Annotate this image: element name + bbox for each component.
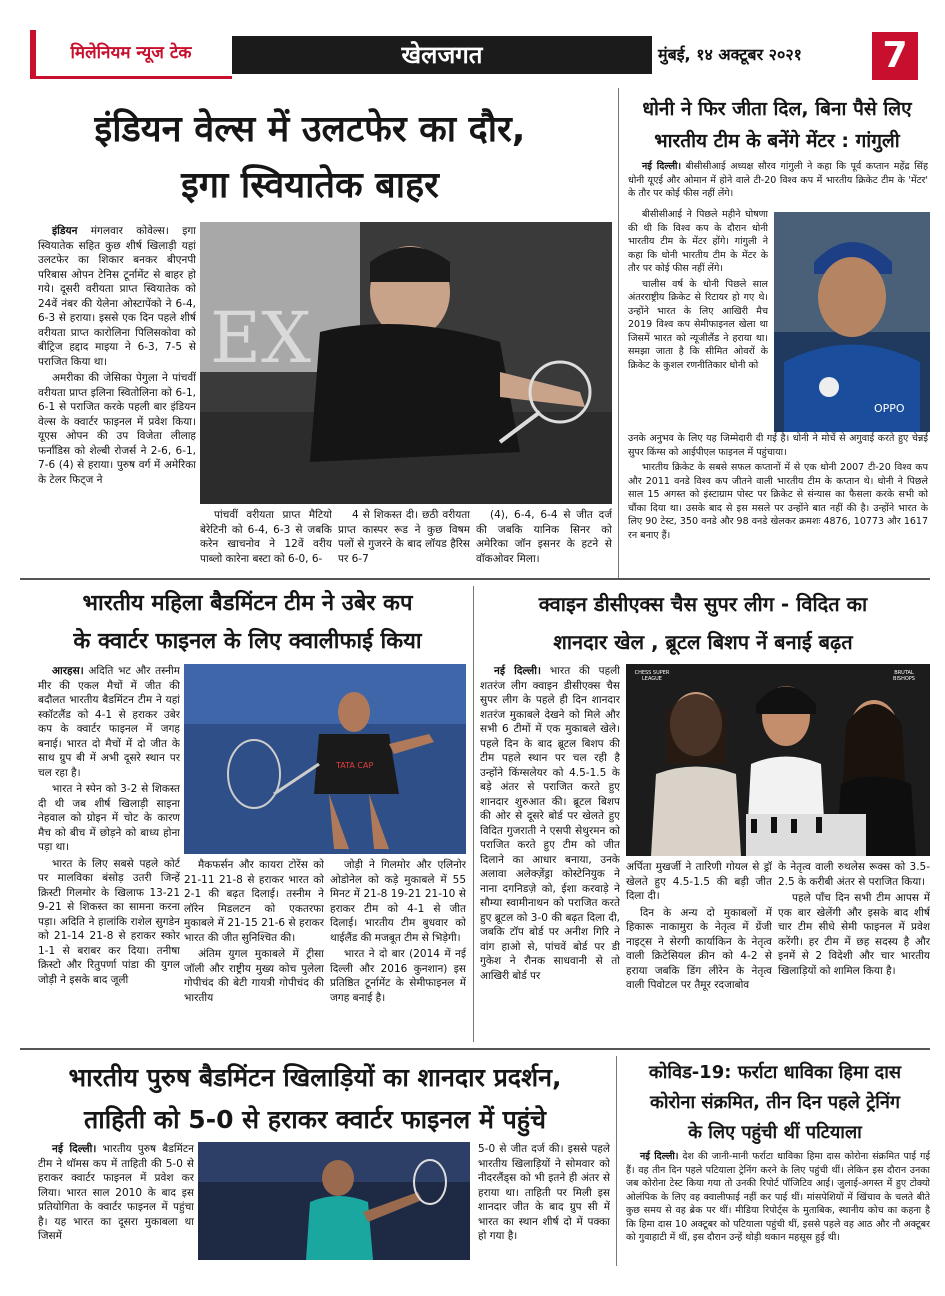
article6-headline-line2: कोरोना संक्रमित, तीन दिन पहले ट्रेनिंग — [650, 1092, 900, 1113]
tennis-player-photo — [200, 222, 612, 504]
badminton-men-photo — [198, 1142, 470, 1260]
article5-body-p1: भारतीय पुरुष बैडमिंटन टीम ने थॉमस कप में ताहिती की 5-0 से हराकर क्वार्टर फाइनल में प्रवेश कर लिया। भारत साल 2010 के बाद इस प्रतियोगिता के क्वार्टर फाइनल में पहुंचा है। यह भारत का दूसरा मुकाबला था जिसमें — [38, 1143, 194, 1242]
section-divider-1 — [20, 578, 930, 580]
svg-text:OPPO: OPPO — [874, 402, 905, 415]
issue-date: मुंबई, १४ अक्टूबर २०२१ — [658, 45, 802, 64]
article4-column3 — [778, 860, 930, 1044]
article4-column1 — [480, 664, 620, 1044]
article3-body-col2b: अंतिम युगल मुकाबले में ट्रीसा जॉली और राष्ट्रीय मुख्य कोच पुलेला गोपीचंद की बेटी गायत्री गोपीचंद की भारतीय — [184, 948, 324, 1004]
article1-column3 — [338, 508, 470, 570]
badminton-women-photo — [184, 664, 466, 854]
article1-body-col2: पांचवीं वरीयता प्राप्त मैटियो बेरेटिनी को 6-4, 6-3 से जबकि करेन खाचनोव ने 12वें वरीय पाब्लो कारेना बस्टा को 6-0, 6- — [200, 509, 332, 565]
article3-body-col2: मैकफर्सन और कायरा टोरेंस को 21-11 21-8 से हराकर भारत को 2-1 की बढ़त दिलाई। तस्नीम ने लॉरेन मिडलटन को एकतरफा मुकाबले में 21-15 21-6 से हराकर भारत की जीत सुनिश्चित की। — [184, 859, 324, 944]
column-divider — [618, 88, 619, 578]
article3-column2 — [184, 858, 324, 1042]
article5-headline-line2: ताहिती को 5-0 से हराकर क्वार्टर फाइनल में पहुंचे — [84, 1105, 546, 1134]
article2-body-c: उनके अनुभव के लिए यह जिम्मेदारी दी गई है। धोनी ने मोर्चे से अगुवाई करते हुए चेन्नई सुपर किंग्स को आईपीएल फाइनल में पहुंचाया। — [628, 433, 928, 458]
article5-headline-line1: भारतीय पुरुष बैडमिंटन खिलाड़ियों का शानदार प्रदर्शन, — [68, 1063, 562, 1092]
article5-column2 — [478, 1142, 610, 1260]
svg-text:EX: EX — [210, 297, 311, 379]
dhoni-image — [774, 212, 930, 432]
article1-body-col4: (4), 6-4, 6-4 से जीत दर्ज की जबकि यानिक सिनर को अमेरिका जॉन इसनर के हटने से वॉकओवर मिला। — [476, 509, 612, 565]
article5-dateline: नई दिल्ली। — [52, 1143, 97, 1155]
article1-column2 — [200, 508, 332, 570]
article5-column1 — [38, 1142, 194, 1260]
article4-headline-line1: क्वाइन डीसीएक्स चैस सुपर लीग - विदित का — [538, 592, 868, 616]
article2-column-c — [628, 432, 928, 572]
article1-body-p1: मंगलवार कोवेल्स। इगा स्वियातेक सहित कुछ शीर्ष खिलाड़ी यहां उलटफेर का शिकार बनकर बीएनपी परिबास ओपन टेनिस टूर्नामेंट से बाहर हो गये। दूसरी वरीयता प्राप्त स्वियातेक को 24वें नंबर की येलेना ओस्टापेंको ने 6-4, 6-3 से हराया। इससे एक दिन पहले शीर्ष वरीयता प्राप्त कारोलिना पिलिसकोवा को बीट्रिज हद्दाद माइया ने 6-3, 7-5 से पराजित किया था। — [38, 225, 196, 368]
article2-body-b: चालीस वर्ष के धोनी पिछले साल अंतरराष्ट्रीय क्रिकेट से रिटायर हो गए थे। उन्होंने भारत के लिए आखिरी मैच 2019 विश्व कप सेमीफाइनल खेला था जिसमें भारत को न्यूजीलैंड ने हराया था। समझा जाता है कि सीमित ओवरों के क्रिकेट के कुशल रणनीतिकार धोनी को — [628, 278, 768, 371]
article2-body-a: बीसीसीआई ने पिछले महीने घोषणा की थी कि विश्व कप के दौरान धोनी भारतीय टीम के मेंटर होंगे। गांगुली ने कहा कि धोनी भारतीय टीम के मेंटर के तौर पर कोई फीस नहीं लेंगे। — [628, 209, 768, 274]
article1-column4 — [476, 508, 612, 570]
badminton-women-image — [184, 664, 466, 854]
masthead — [0, 0, 945, 100]
article3-dateline: आरहस। — [52, 665, 84, 677]
section-divider-2 — [20, 1048, 930, 1050]
article6-headline-line1: कोविड-19: फर्राटा धाविका हिमा दास — [648, 1062, 902, 1083]
article5-body-col2: 5-0 से जीत दर्ज की। इससे पहले भारतीय खिलाड़ियों ने सोमवार को नीदरलैंड्स को भी इतने ही अंतर से हराया था। ताहिती पर मिली इस शानदार जीत के बाद ग्रुप सी में भारत का स्थान शीर्ष दो में पक्का हो गया है। — [478, 1143, 610, 1242]
article6-body — [626, 1150, 930, 1264]
article2-column-a — [628, 208, 768, 430]
section-title: खेलजगत — [232, 36, 652, 74]
chess-players-image — [626, 664, 930, 856]
article3-body-p2: भारत ने स्पेन को 3-2 से शिकस्त दी थी जब शीर्ष खिलाड़ी साइना नेहवाल को ग्रोइन में चोट के कारण मैच को बीच में छोड़ने को बाध्य होना पड़ा था। — [38, 783, 180, 853]
article1-headline-line2: इगा स्वियातेक बाहर — [181, 165, 439, 206]
svg-text:TATA CAP: TATA CAP — [336, 761, 374, 770]
article4-body-col2b: दिन के अन्य दो मुकाबलों में हिकारू नाकामुरा के नेतृत्व में ग्रेंजी नाइट्स ने सेरगी कार्याकिन के नेतृत्व वाली क्रिटेसियल क्रीन को 4-2 से हराया जबकि डिंग लीरेन के नेतृत्व वाली पिवोटल पर तैमूर रदजाबोव — [626, 906, 772, 991]
article1-body-p2: अमरीका की जेसिका पेगुला ने पांचवीं वरीयता प्राप्त इलिना स्वितोलिना को 6-1, 6-1 से पराजित करके पहली बार इंडियन वेल्स के क्वार्टर फाइनल में प्रवेश किया। यूएस ओपन की उप विजेता लीलाह फर्नांडिस को शेल्बी रोजर्स ने 2-6, 6-1, 7-6 (4) से हराया। पुरुष वर्ग में अमेरिका के टेलर फिट्ज ने — [38, 372, 196, 486]
article2-intro-text: बीसीसीआई अध्यक्ष सौरव गांगुली ने कहा कि पूर्व कप्तान महेंद्र सिंह धोनी यूएई और ओमान में होने वाले टी-20 विश्व कप में भारतीय क्रिकेट टीम के 'मेंटर' के तौर पर कोई फीस नहीं लेंगे। — [628, 161, 928, 199]
article4-body-col3: के नेतृत्व वाली रुथलेस रूक्स को 3.5-2.5 के करीबी अंतर से पराजित किया। — [778, 861, 930, 888]
article2-intro — [628, 160, 928, 206]
article2-headline-line2: भारतीय टीम के बनेंगे मेंटर : गांगुली — [654, 130, 900, 152]
brutal-bishops-logo: BRUTAL BISHOPS — [893, 670, 915, 682]
article6-headline-line3: के लिए पहुंची थीं पटियाला — [688, 1122, 862, 1143]
badminton-men-image — [198, 1142, 470, 1260]
article2-headline-line1: धोनी ने फिर जीता दिल, बिना पैसे लिए — [642, 98, 912, 120]
article3-body-col3: जोड़ी ने गिलमोर और एलिनोर ओडोनेल को कड़े मुकाबले में 55 मिनट में 21-8 19-21 21-10 से हराकर टीम को 4-1 से जीत दिलाई। भारतीय टीम बुधवार को थाईलैंड की मजबूत टीम से भिड़ेगी। — [330, 859, 466, 944]
article1-dateline: इंडियन — [52, 225, 78, 237]
article3-body-col3b: भारत ने दो बार (2014 में नई दिल्ली और 2016 कुनशान) इस प्रतिष्ठित टूर्नामेंट के सेमीफाइनल में जगह बनाई है। — [330, 948, 466, 1004]
dhoni-photo — [774, 212, 930, 432]
article1-column1 — [38, 224, 196, 569]
chess-photo — [626, 664, 930, 856]
chess-super-league-logo: CHESS SUPER LEAGUE — [634, 670, 670, 682]
article3-body-p1: अदिति भट और तस्नीम मीर की एकल मैचों में जीत की बदौलत भारतीय बैडमिंटन टीम ने यहां स्कॉटलैंड को 4-1 से हराकर उबेर कप के क्वार्टर फाइनल में जगह बनाई। भारत दो मैचों में दो जीत के साथ ग्रुप बी में अभी दूसरे स्थान पर चल रहा है। — [38, 665, 180, 779]
column-divider-2 — [473, 586, 474, 1042]
article4-body-p1: भारत की पहली शतरंज लीग क्वाइन डीसीएक्स चैस सुपर लीग के पहले ही दिन शानदार शतरंज मुकाबले देखने को मिले और सभी 6 टीमों में एक मुकाबले खेले। पहले दिन के बाद ब्रूटल बिशप की टीम पहले स्थान पर चल रही है उन्होंने किंग्सलेयर को 4.5-1.5 के बड़े अंतर से पराजित करते हुए शानदार शुरुआत की। ब्रूटल बिशप की ओर से दूसरे बोर्ड पर खेलते हुए विदित गुजराती ने एसपी सेथुरमन को पराजित करते हुए टीम को जीत दिलाने का आधार बनाया, उनके अलावा अलेक्ज़ेंड्रा कोस्टेनियुक ने नाना दगनिडज़े को, ईशा करवाड़े ने सौम्या स्वामीनाथन को पराजित करते हुए ब्रूटल को 3-0 की बढ़त दिला दी, जबकि टॉप बोर्ड पर अनीश गिरि ने वांग हाओ से, पांचवें बोर्ड पर डी गुकेश ने रौनक साधवानी से तो आखिरी बोर्ड पर — [480, 665, 620, 982]
article1-body-col3: 4 से शिकस्त दी। छठी वरीयता प्राप्त कास्पर रूड ने कुछ विषम पलों से गुजरने के बाद लॉयड हैरिस पर 6-7 — [338, 509, 470, 565]
article3-body-p3: भारत के लिए सबसे पहले कोर्ट पर मालविका बंसोड़ उतरी जिन्हें क्रिस्टी गिलमोर के खिलाफ 13-21 9-21 से शिकस्त का सामना करना पड़ा। अदिति ने हालांकि राशेल सुगडेन को 21-14 21-8 से हराकर स्कोर 1-1 से बराबर कर दिया। तनीषा क्रिस्टो और रितुपर्णा पांडा की युगल जोड़ी ने इसके बाद जूली — [38, 857, 180, 986]
article3-column3 — [330, 858, 466, 1042]
article3-column1 — [38, 664, 180, 1042]
article3-headline-line1: भारतीय महिला बैडमिंटन टीम ने उबेर कप — [82, 591, 413, 616]
article1-headline-line1: इंडियन वेल्स में उलटफेर का दौर, — [94, 109, 526, 150]
tennis-player-image — [200, 222, 612, 504]
brand-name: मिलेनियम न्यूज टेक — [46, 36, 216, 70]
article6-dateline: नई दिल्ली। — [640, 1151, 679, 1162]
article4-dateline: नई दिल्ली। — [494, 665, 541, 677]
article6-body-text: देश की जानी-मानी फर्राटा धाविका हिमा दास कोरोना संक्रमित पाई गई हैं। वह तीन दिन पहले पटियाला ट्रेनिंग करने के लिए पहुंची थीं। लेकिन इस दौरान उनका जब कोरोना टेस्ट किया गया तो उनकी रिपोर्ट पॉजिटिव आई। जुलाई-अगस्त में हुए टोक्यो ओलंपिक के लिए वह क्वालीफाई नहीं कर पाई थीं। मांसपेशियों में खिंचाव के चलते बीते कुछ समय से वह ब्रेक पर थीं। मीडिया रिपोर्ट्स के मुताबिक, स्थानीय कोच का कहना है कि हिमा दास 10 अक्टूबर को पटियाला पहुंची थीं, इससे पहले वह आठ और नौ अक्टूबर को गुवाहाटी में थीं, इस दौरान उन्हें थोड़ी थकान महसूस हुई थी। — [626, 1151, 930, 1243]
page-number: 7 — [872, 32, 918, 80]
article2-body-d: भारतीय क्रिकेट के सबसे सफल कप्तानों में से एक धोनी 2007 टी-20 विश्व कप और 2011 वनडे विश्व कप जीतने वाली भारतीय टीम के कप्तान थे। धोनी ने पिछले साल 15 अगस्त को इंस्टाग्राम पोस्ट पर क्रिकेट से संन्यास का फैसला करके सभी को चौंका दिया था। उसके बाद से इस मसले पर उन्होंने बात नहीं की है। उन्होंने भारत के लिए 90 टेस्ट, 350 वनडे और 98 वनडे खेलकर क्रमशः 4876, 10773 और 1617 रन बनाए हैं। — [628, 462, 928, 541]
article2-dateline: नई दिल्ली। — [642, 161, 682, 172]
article3-headline-line2: के क्वार्टर फाइनल के लिए क्वालीफाई किया — [73, 629, 422, 654]
article4-body-col3b: पहले पाँच दिन सभी टीम आपस में एक बार खेलेंगी और इसके बाद शीर्ष चार टीम सीधे सेमी फाइनल में प्रवेश करेंगी। हर टीम में छह सदस्य है और इनमें से 2 विदेशी और चार भारतीय खिलाड़ियों को शामिल किया है। — [778, 892, 930, 977]
article4-body-col2: अर्पिता मुखर्जी ने तारिणी गोयल से ड्रॉ खेलते हुए 4.5-1.5 की बड़ी जीत दिला दी। — [626, 861, 772, 902]
article4-column2 — [626, 860, 772, 1044]
column-divider-3 — [616, 1056, 617, 1266]
article4-headline-line2: शानदार खेल , ब्रूटल बिशप नें बनाई बढ़त — [553, 630, 853, 654]
